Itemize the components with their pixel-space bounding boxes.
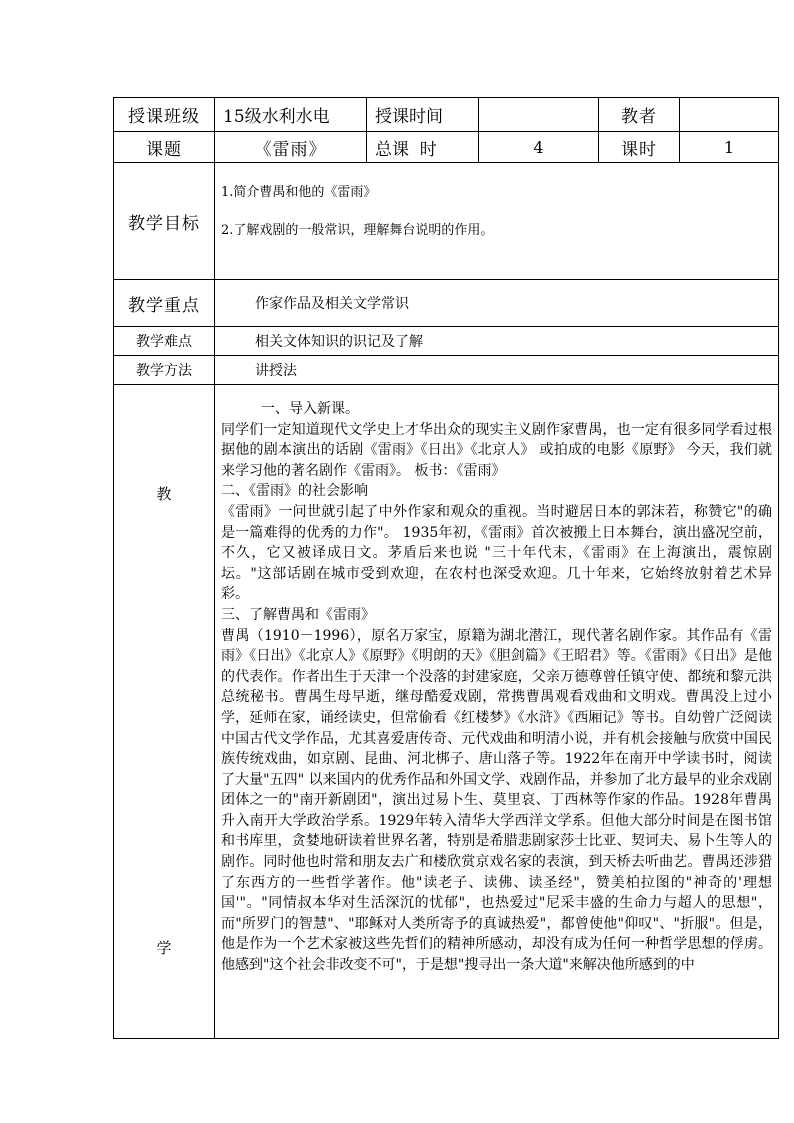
paragraph: 同学们一定知道现代文学史上才华出众的现实主义剧作家曹禺，也一定有很多同学看过根据他的剧本演出的话剧《雷雨》《日出》《北京人》 或拍成的电影《原野》 今天，我们就来学习他的著名剧作《雷雨》。 板书：《雷雨》 xyxy=(221,421,772,479)
focus-row xyxy=(114,280,779,327)
method-label: 教学方法 xyxy=(114,356,215,385)
teacher-value xyxy=(680,98,779,132)
header-row-class xyxy=(114,98,779,132)
header-row-topic xyxy=(114,132,779,163)
lesson-plan-table xyxy=(113,97,779,1039)
total-hours-value: 4 xyxy=(479,132,599,163)
focus-label: 教学重点 xyxy=(114,280,215,327)
goal-item: 2.了解戏剧的一般常识，理解舞台说明的作用。 xyxy=(221,223,494,238)
total-hours-label: 总课 时 xyxy=(367,132,479,163)
goals-label: 教学目标 xyxy=(114,163,215,280)
difficulty-label: 教学难点 xyxy=(114,327,215,356)
section-heading: 一、导入新课。 xyxy=(261,401,359,417)
goals-content xyxy=(215,163,779,280)
time-value xyxy=(479,98,599,132)
hour-value: 1 xyxy=(680,132,779,163)
class-value: 15级水利水电 xyxy=(215,98,367,132)
goal-item: 1.简介曹禺和他的《雷雨》 xyxy=(221,185,377,200)
difficulty-row xyxy=(114,327,779,356)
process-label xyxy=(114,385,215,1039)
goals-row xyxy=(114,163,779,280)
time-label: 授课时间 xyxy=(367,98,479,132)
class-label: 授课班级 xyxy=(114,98,215,132)
method-row xyxy=(114,356,779,385)
difficulty-value: 相关文体知识的识记及了解 xyxy=(215,327,779,356)
topic-value: 《雷雨》 xyxy=(215,132,367,163)
process-label-top: 教 xyxy=(156,485,172,503)
focus-value: 作家作品及相关文学常识 xyxy=(215,280,779,327)
process-label-bottom: 学 xyxy=(156,939,172,957)
process-content xyxy=(215,385,779,1039)
process-row xyxy=(114,385,779,1039)
paragraph: 《雷雨》一问世就引起了中外作家和观众的重视。当时避居日本的郭沫若，称赞它"的确是一篇难得的优秀的力作"。 1935年初，《雷雨》首次被搬上日本舞台，演出盛况空前，不久，它又被译成日文。茅盾后来也说 "三十年代末，《雷雨》在上海演出，震惊剧坛。"这部话剧在城市受到欢迎，在农村也深受欢迎。几十年来，它始终放射着艺术异彩。 xyxy=(221,503,772,603)
hour-label: 课时 xyxy=(599,132,680,163)
section-heading: 二、《雷雨》的社会影响 xyxy=(221,483,368,500)
method-value: 讲授法 xyxy=(215,356,779,385)
section-heading: 三、了解曹禺和《雷雨》 xyxy=(221,606,375,623)
paragraph: 曹禺（1910－1996），原名万家宝，原籍为湖北潜江，现代著名剧作家。其作品有《雷雨》《日出》《北京人》《原野》《明朗的天》《胆剑篇》《王昭君》等。《雷雨》《日出》是他的代表作。作者出生于天津一个没落的封建家庭，父亲万德尊曾任镇守使、都统和黎元洪总统秘书。曹禺生母早逝，继母酷爱戏剧，常携曹禺观看戏曲和文明戏。曹禺没上过小学，延师在家，诵经读史，但常偷看《红楼梦》《水浒》《西厢记》等书。自幼曾广泛阅读中国古代文学作品，尤其喜爱唐传奇、元代戏曲和明清小说，并有机会接触与欣赏中国民族传统戏曲，如京剧、昆曲、河北梆子、唐山落子等。1922年在南开中学读书时，阅读了大量"五四" 以来国内的优秀作品和外国文学、戏剧作品，并参加了北方最早的业余戏剧团体之一的"南开新剧团"，演出过易卜生、莫里哀、丁西林等作家的作品。1928年曹禺升入南开大学政治学系。1929年转入清华大学西洋文学系。但他大部分时间是在图书馆和书库里，贪婪地研读着世界名著，特别是希腊悲剧家莎士比亚、契诃夫、易卜生等人的剧作。同时他也时常和朋友去广和楼欣赏京戏名家的表演，到天桥去听曲艺。曹禺还涉猎了东西方的一些哲学著作。他"读老子、读佛、读圣经"，赞美柏拉图的"神奇的'理想国'"。"同情叔本华对生活深沉的忧郁"，也热爱过"尼采丰盛的生命力与超人的思想"，而"所罗门的智慧"、"耶稣对人类所寄予的真诚热爱"，都曾使他"仰叹"、"折服"。但是，他是作为一个艺术家被这些先哲们的精神所感动，却没有成为任何一种哲学思想的俘虏。他感到"这个社会非改变不可"，于是想"搜寻出一条大道"来解决他所感到的中 xyxy=(221,627,772,974)
topic-label: 课题 xyxy=(114,132,215,163)
teacher-label: 教者 xyxy=(599,98,680,132)
